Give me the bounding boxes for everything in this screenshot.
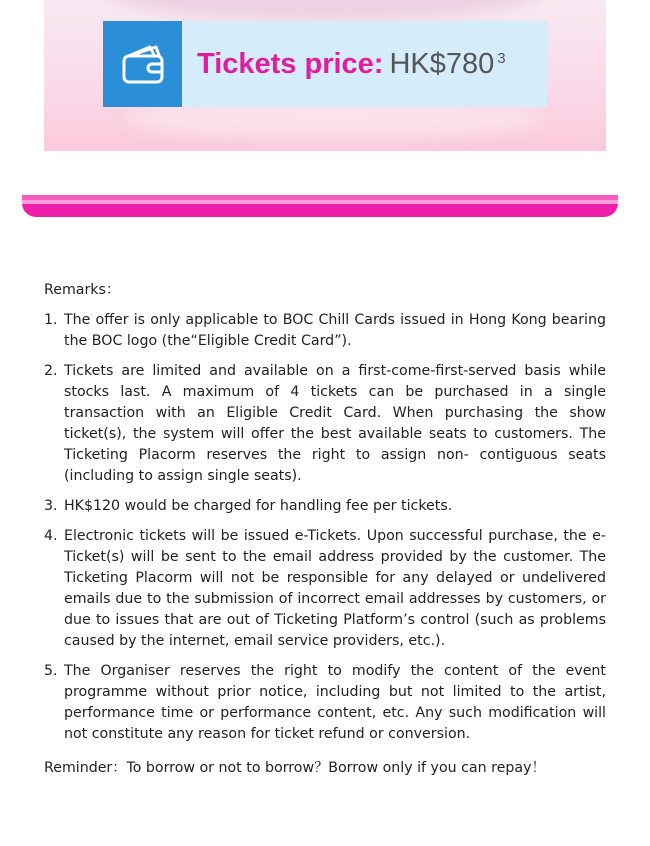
remark-item — [44, 526, 606, 652]
borrowing-reminder: Reminder：To borrow or not to borrow？Borrow only if you can repay！ — [44, 760, 546, 776]
ticket-price-panel — [103, 21, 547, 107]
remarks-list — [44, 310, 606, 745]
remark-text: HK$120 would be charged for handling fee per tickets. — [64, 498, 453, 514]
remarks-title: Remarks： — [44, 282, 121, 298]
remark-number: 1. — [44, 312, 58, 328]
remarks-section — [44, 280, 606, 779]
ticket-price-label: Tickets price: — [197, 47, 384, 80]
ticket-price-footnote: 3 — [497, 49, 506, 67]
wallet-icon — [103, 21, 182, 107]
remark-item — [44, 661, 606, 745]
remark-number: 4. — [44, 528, 58, 544]
remark-text: Tickets are limited and available on a first-come-first-served basis while stocks last. A maximum of 4 tickets can be purchased in a single transaction with an Eligible Credit Card. When purchasing the show ticket(s), the system will offer the best available seats to customers. The Ticketing Placorm reserves the right to assign non- contiguous seats (including to assign single seats). — [64, 363, 606, 484]
ticket-price-value: HK$780 — [389, 47, 495, 80]
remark-number: 5. — [44, 663, 58, 679]
ticket-price-text — [182, 48, 506, 81]
remark-text: Electronic tickets will be issued e-Tickets. Upon successful purchase, the e-Ticket(s) will be sent to the email address provided by the customer. The Ticketing Placorm will not be responsible for any delayed or undelivered emails due to the submission of incorrect email addresses by customers, or due to issues that are out of Ticketing Platform’s control (such as problems caused by the internet, email service providers, etc.). — [64, 528, 606, 649]
section-divider — [22, 195, 618, 217]
remark-item — [44, 361, 606, 487]
remark-item — [44, 496, 606, 517]
remark-item — [44, 310, 606, 352]
remark-text: The Organiser reserves the right to modify the content of the event programme without prior notice, including but not limited to the artist, performance time or performance content, etc. Any such modification will not constitute any reason for ticket refund or conversion. — [64, 663, 606, 742]
remark-text: The offer is only applicable to BOC Chill Cards issued in Hong Kong bearing the BOC logo (the“Eligible Credit Card”). — [64, 312, 606, 349]
divider-stripe-mid — [22, 200, 618, 204]
remark-number: 3. — [44, 498, 58, 514]
remark-number: 2. — [44, 363, 58, 379]
